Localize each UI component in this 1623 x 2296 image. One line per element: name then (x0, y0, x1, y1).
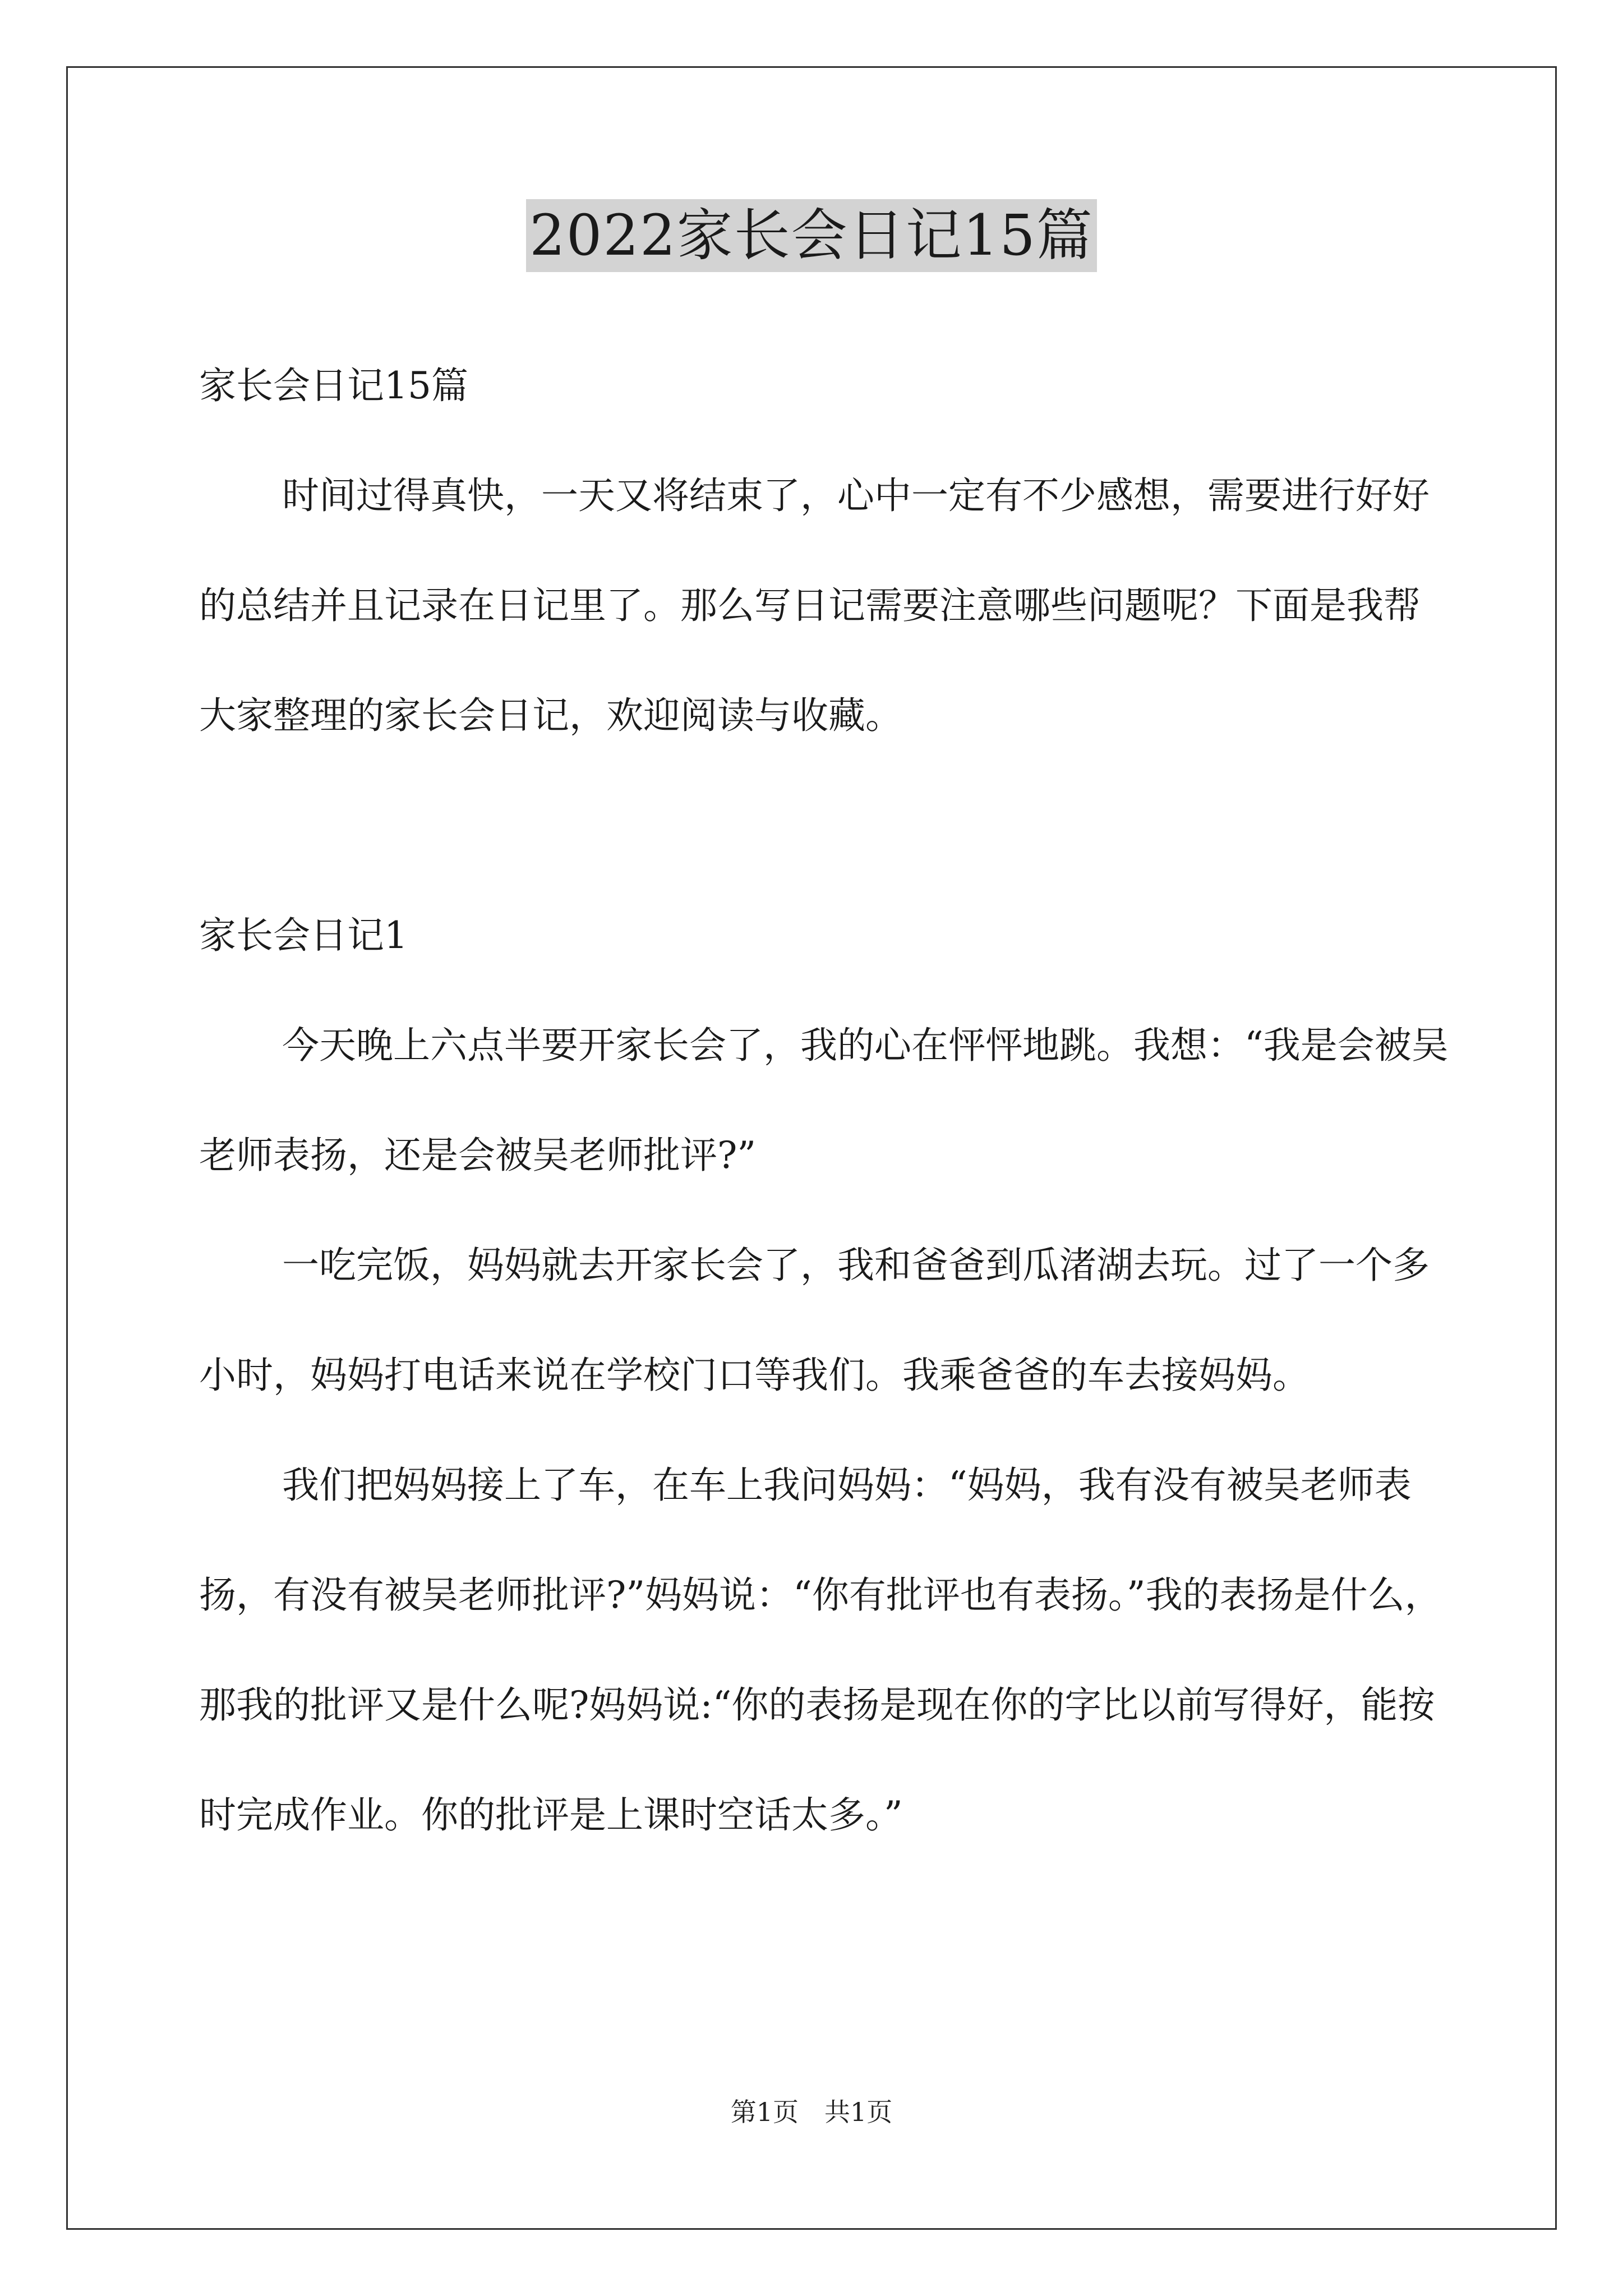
document-body (199, 331, 1455, 1870)
document-title: 2022家长会日记15篇 (526, 199, 1097, 272)
intro-paragraph: 时间过得真快，一天又将结束了，心中一定有不少感想，需要进行好好的总结并且记录在日记里了。那么写日记需要注意哪些问题呢？下面是我帮大家整理的家长会日记，欢迎阅读与收藏。 (199, 474, 1430, 737)
section-heading-1: 家长会日记1 (199, 914, 408, 957)
title-container (0, 199, 1623, 272)
diary-paragraph-2: 一吃完饭，妈妈就去开家长会了，我和爸爸到瓜渚湖去玩。过了一个多小时，妈妈打电话来说在学校门口等我们。我乘爸爸的车去接妈妈。 (199, 1244, 1430, 1397)
section-spacer (199, 771, 1455, 881)
page-footer: 第1页 共1页 (730, 2097, 893, 2127)
diary-paragraph-1: 今天晚上六点半要开家长会了，我的心在怦怦地跳。我想：“我是会被吴老师表扬，还是会被吴老师批评?” (199, 1024, 1449, 1177)
intro-heading: 家长会日记15篇 (199, 364, 468, 407)
diary-paragraph-3: 我们把妈妈接上了车，在车上我问妈妈：“妈妈，我有没有被吴老师表扬，有没有被吴老师批评?”妈妈说：“你有批评也有表扬。”我的表扬是什么，那我的批评又是什么呢?妈妈说:“你的表扬是现在你的字比以前写得好，能按时完成作业。你的批评是上课时空话太多。” (199, 1464, 1442, 1837)
